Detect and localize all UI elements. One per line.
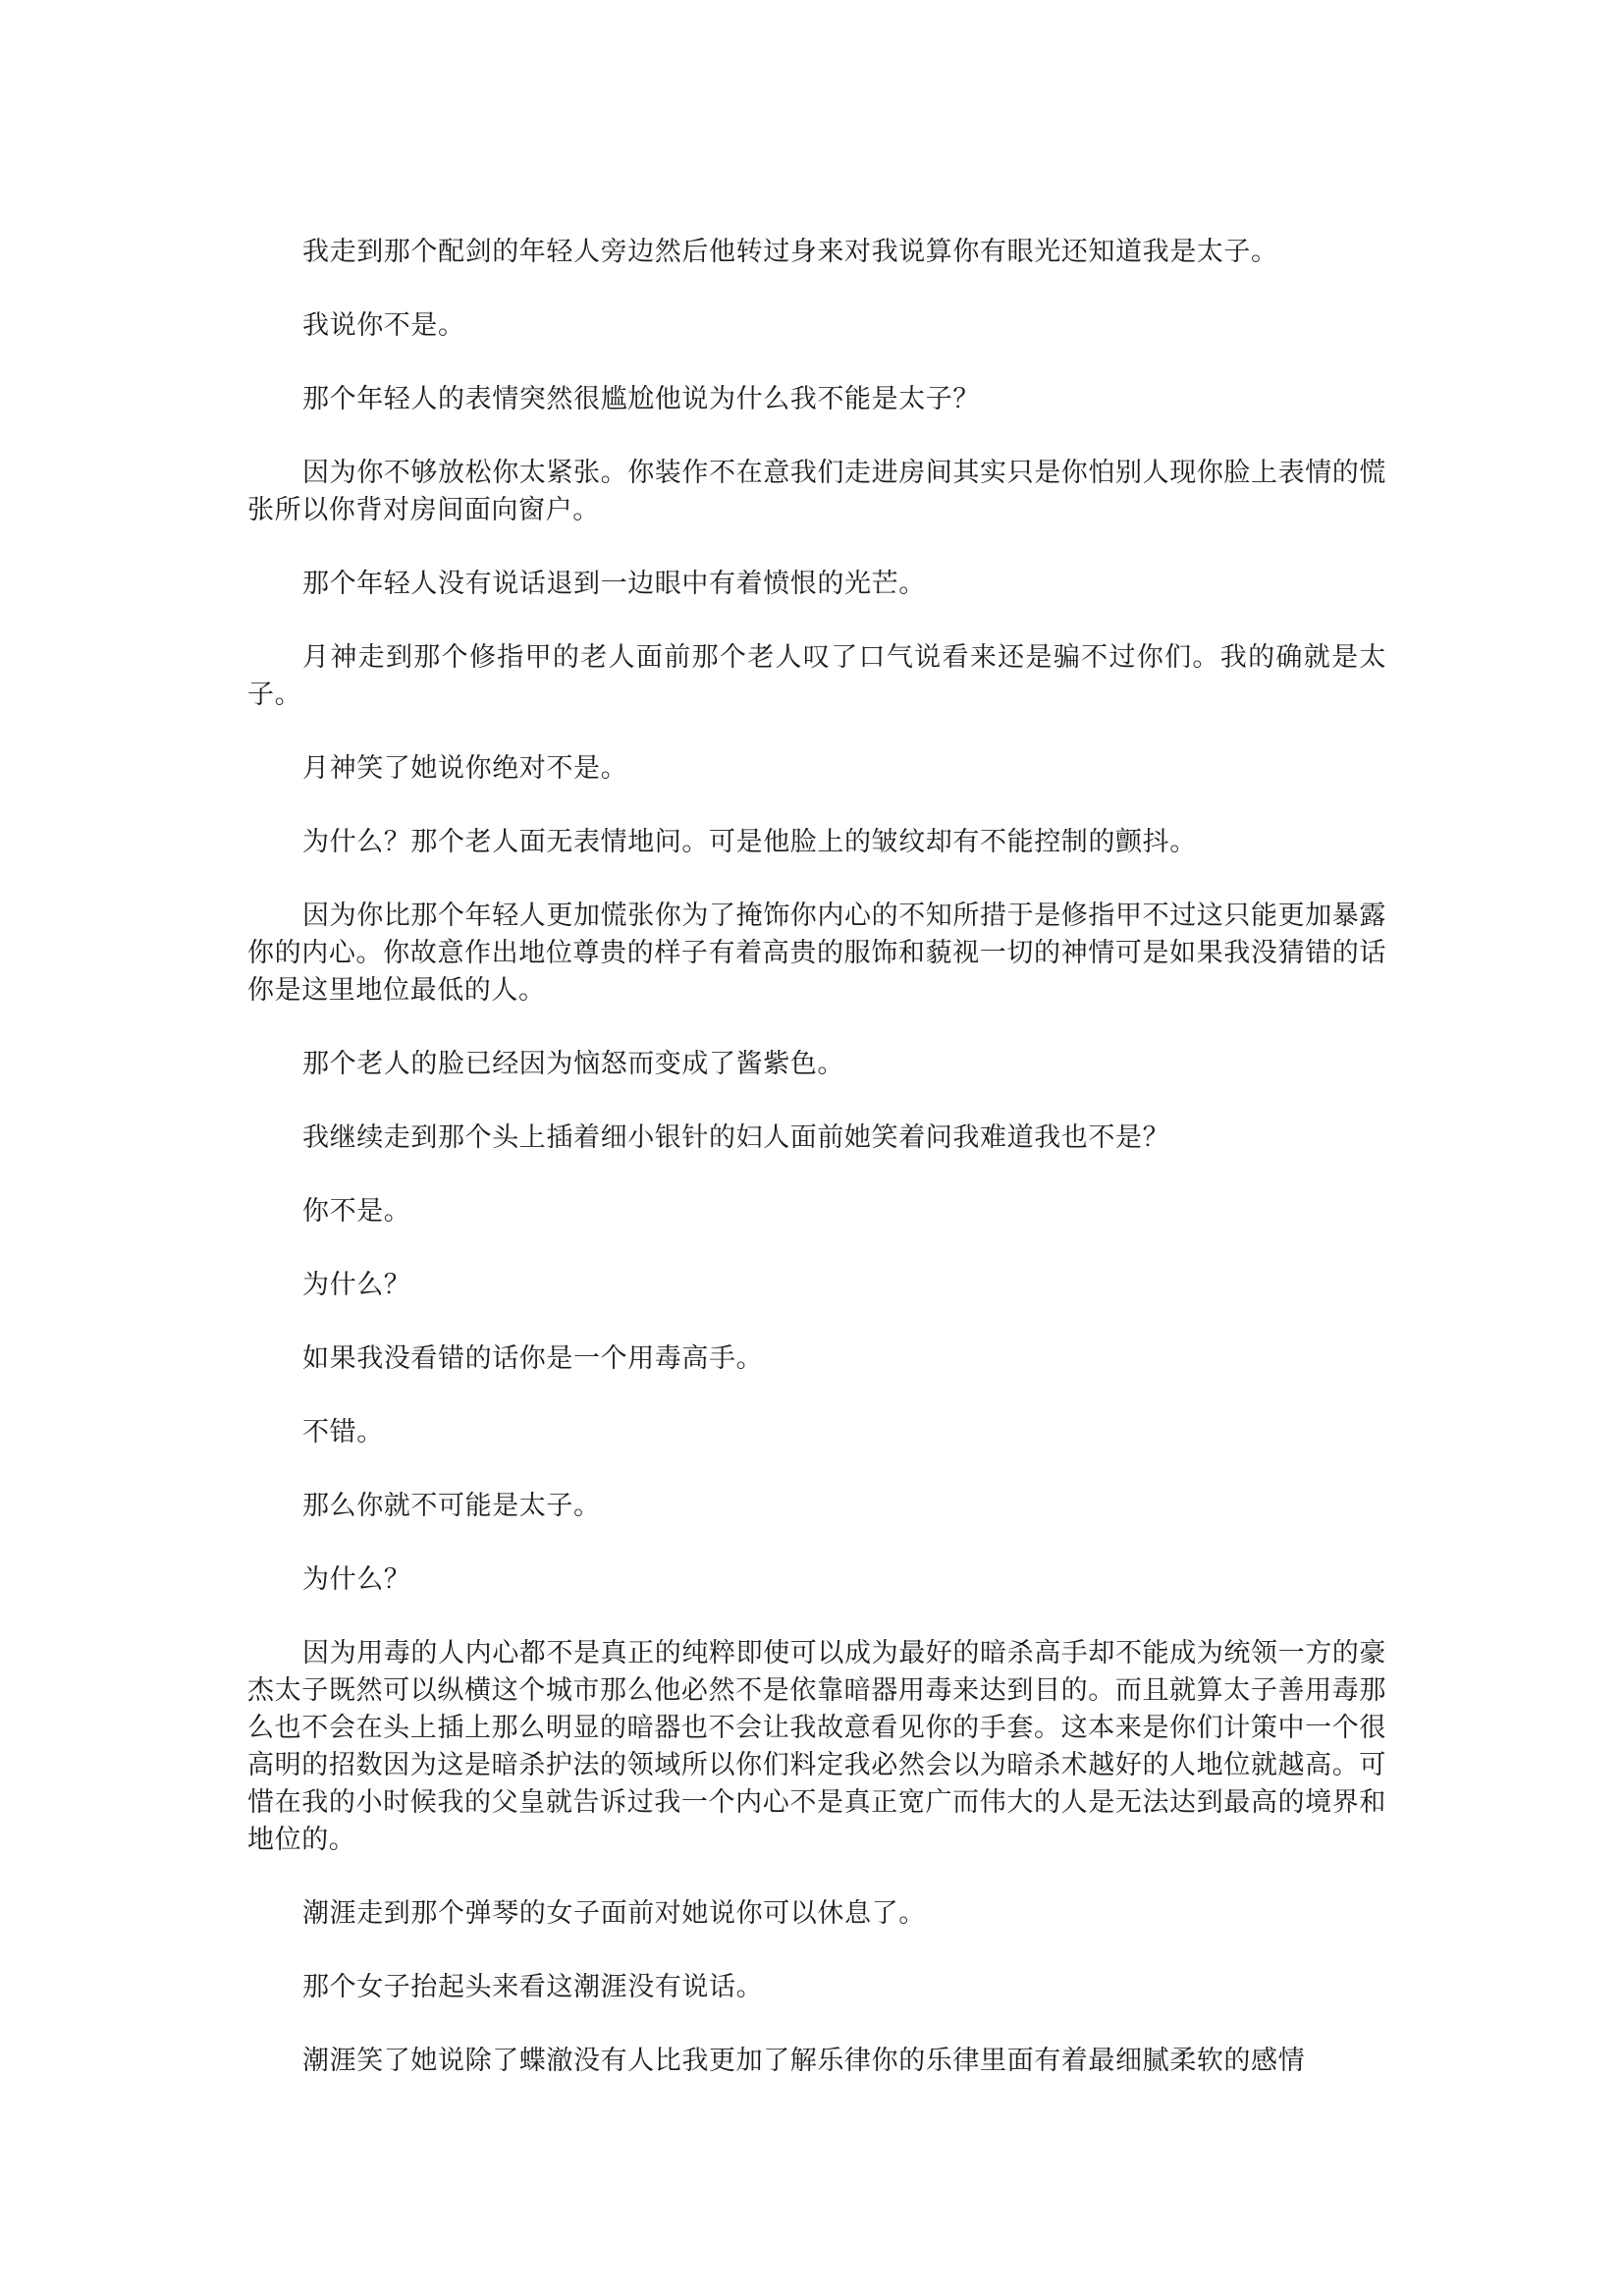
- paragraph: 那个年轻人没有说话退到一边眼中有着愤恨的光芒。: [302, 569, 926, 599]
- paragraph: 不错。: [302, 1417, 384, 1448]
- paragraph: 我说你不是。: [302, 310, 465, 341]
- paragraph: 那个年轻人的表情突然很尴尬他说为什么我不能是太子？: [302, 384, 980, 414]
- paragraph: 为什么？那个老人面无表情地问。可是他脸上的皱纹却有不能控制的颤抖。: [302, 827, 1197, 857]
- paragraph: 那个女子抬起头来看这潮涯没有说话。: [302, 1972, 764, 2002]
- document-body: [247, 234, 1386, 2080]
- paragraph: 因为你比那个年轻人更加慌张你为了掩饰你内心的不知所措于是修指甲不过这只能更加暴露你的内心。你故意作出地位尊贵的样子有着高贵的服饰和藐视一切的神情可是如果我没猜错的话你是这里地位最低的人。: [247, 901, 1386, 1006]
- paragraph: 你不是。: [302, 1196, 411, 1227]
- paragraph: 为什么？: [302, 1564, 411, 1595]
- paragraph: 我走到那个配剑的年轻人旁边然后他转过身来对我说算你有眼光还知道我是太子。: [302, 237, 1278, 267]
- paragraph: 月神走到那个修指甲的老人面前那个老人叹了口气说看来还是骗不过你们。我的确就是太子。: [247, 642, 1386, 710]
- paragraph: 潮涯笑了她说除了蝶澈没有人比我更加了解乐律你的乐律里面有着最细腻柔软的感情: [302, 2046, 1306, 2076]
- paragraph: 那个老人的脸已经因为恼怒而变成了酱紫色。: [302, 1049, 844, 1079]
- paragraph: 因为你不够放松你太紧张。你装作不在意我们走进房间其实只是你怕别人现你脸上表情的慌张所以你背对房间面向窗户。: [247, 458, 1386, 525]
- paragraph: 因为用毒的人内心都不是真正的纯粹即使可以成为最好的暗杀高手却不能成为统领一方的豪杰太子既然可以纵横这个城市那么他必然不是依靠暗器用毒来达到目的。而且就算太子善用毒那么也不会在头上插上那么明显的暗器也不会让我故意看见你的手套。这本来是你们计策中一个很高明的招数因为这是暗杀护法的领域所以你们料定我必然会以为暗杀术越好的人地位就越高。可惜在我的小时候我的父皇就告诉过我一个内心不是真正宽广而伟大的人是无法达到最高的境界和地位的。: [247, 1638, 1386, 1855]
- paragraph: 潮涯走到那个弹琴的女子面前对她说你可以休息了。: [302, 1898, 926, 1929]
- paragraph: 为什么？: [302, 1270, 411, 1300]
- paragraph: 我继续走到那个头上插着细小银针的妇人面前她笑着问我难道我也不是？: [302, 1122, 1170, 1153]
- paragraph: 如果我没看错的话你是一个用毒高手。: [302, 1343, 764, 1374]
- paragraph: 那么你就不可能是太子。: [302, 1491, 601, 1521]
- paragraph: 月神笑了她说你绝对不是。: [302, 753, 628, 784]
